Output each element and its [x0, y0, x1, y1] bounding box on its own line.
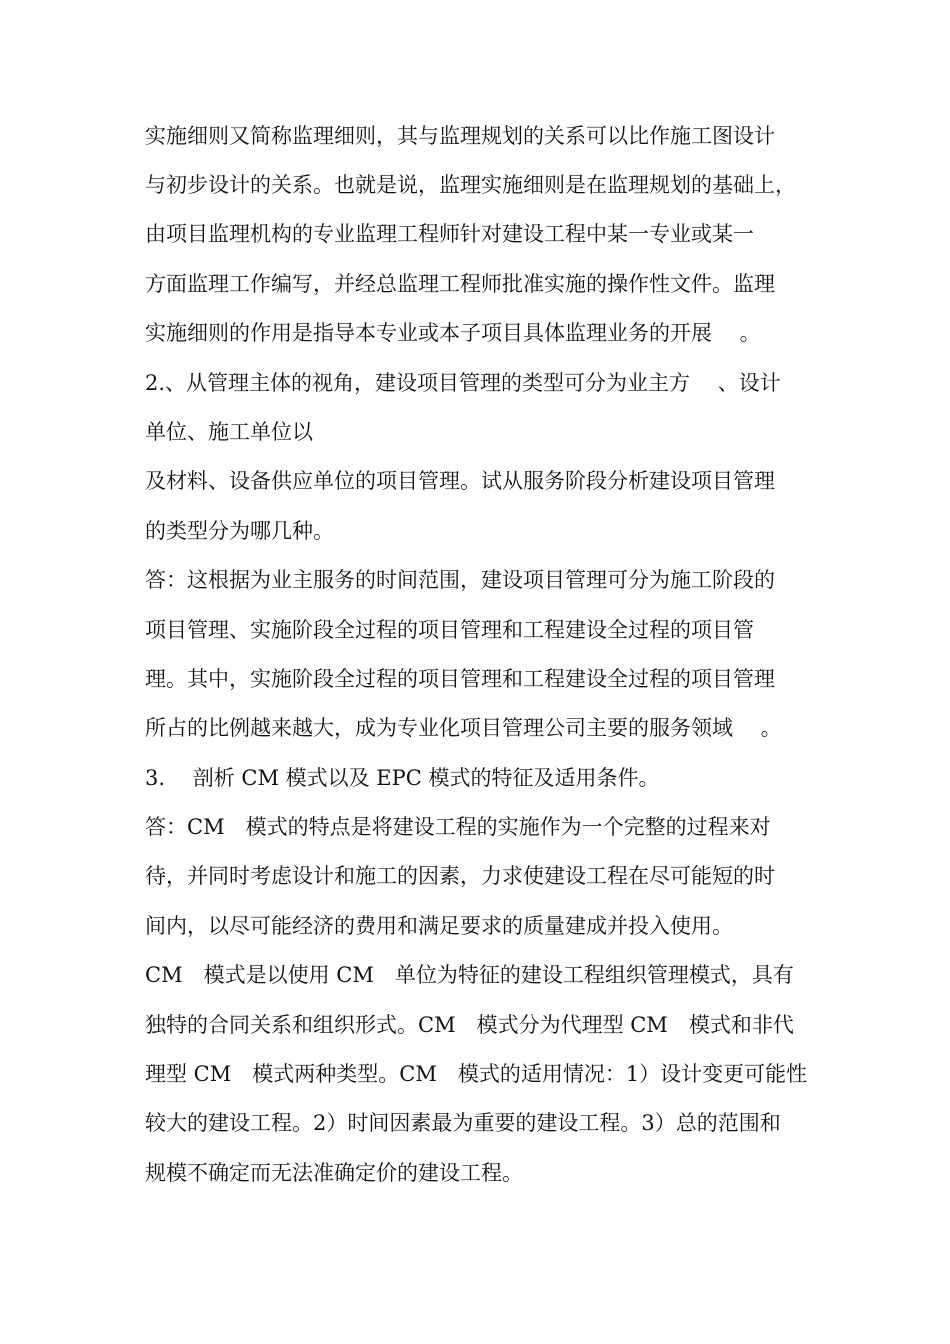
text-line: 较大的建设工程。2）时间因素最为重要的建设工程。3）总的范围和	[145, 1111, 781, 1135]
text-line: 间内，以尽可能经济的费用和满足要求的质量建成并投入使用。	[145, 914, 733, 938]
text-line: 的类型分为哪几种。	[145, 519, 334, 543]
text-line: 答：这根据为业主服务的时间范围，建设项目管理可分为施工阶段的	[145, 568, 775, 592]
text-line: 方面监理工作编写，并经总监理工程师批准实施的操作性文件。监理	[145, 272, 775, 296]
text-line: 2.、从管理主体的视角，建设项目管理的类型可分为业主方 、设计	[145, 371, 781, 395]
text-line: 所占的比例越来越大，成为专业化项目管理公司主要的服务领域 。	[145, 716, 782, 740]
text-line: 与初步设计的关系。也就是说，监理实施细则是在监理规划的基础上，	[145, 173, 796, 197]
text-line: 规模不确定而无法准确定价的建设工程。	[145, 1161, 523, 1185]
text-line: 及材料、设备供应单位的项目管理。试从服务阶段分析建设项目管理	[145, 469, 775, 493]
text-line: 项目管理、实施阶段全过程的项目管理和工程建设全过程的项目管	[145, 618, 754, 642]
text-line: 待，并同时考虑设计和施工的因素，力求使建设工程在尽可能短的时	[145, 864, 775, 888]
text-line: 答：CM 模式的特点是将建设工程的实施作为一个完整的过程来对	[145, 815, 771, 839]
text-line: CM 模式是以使用 CM 单位为特征的建设工程组织管理模式，具有	[145, 963, 794, 987]
text-line: 由项目监理机构的专业监理工程师针对建设工程中某一专业或某一	[145, 222, 754, 246]
text-line: 理。其中，实施阶段全过程的项目管理和工程建设全过程的项目管理	[145, 667, 775, 691]
text-line: 理型 CM 模式两种类型。CM 模式的适用情况：1）设计变更可能性	[145, 1062, 808, 1086]
text-line: 实施细则的作用是指导本专业或本子项目具体监理业务的开展 。	[145, 321, 761, 345]
text-line: 实施细则又简称监理细则，其与监理规划的关系可以比作施工图设计	[145, 124, 775, 148]
text-line: 3. 剖析 CM 模式以及 EPC 模式的特征及适用条件。	[145, 766, 660, 790]
text-line: 独特的合同关系和组织形式。CM 模式分为代理型 CM 模式和非代	[145, 1013, 794, 1037]
text-line: 单位、施工单位以	[145, 420, 313, 444]
